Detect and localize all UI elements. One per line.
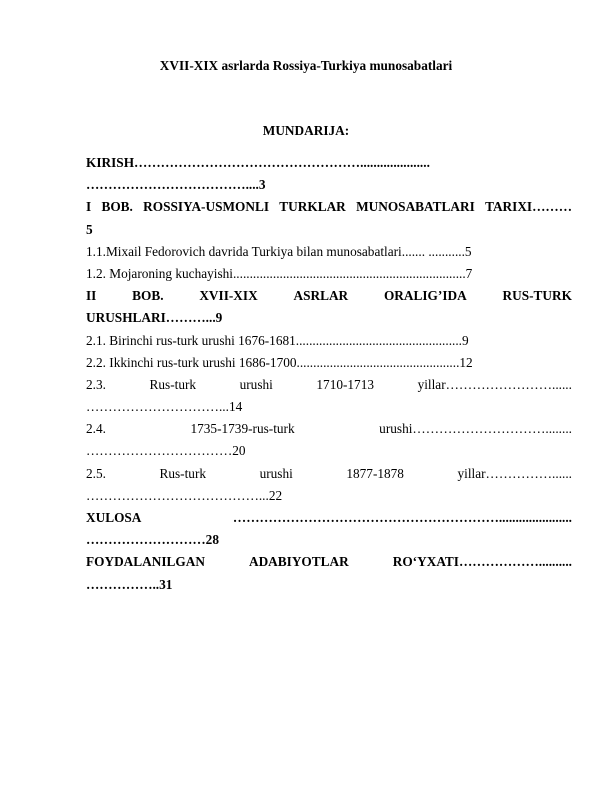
toc-entry-chapter-1-page: 5 xyxy=(86,221,93,237)
toc-word: FOYDALANILGAN xyxy=(86,554,205,570)
toc-word: RO‘YXATI……………….......... xyxy=(392,554,572,570)
toc-entry-adabiyotlar-page: ……………..31 xyxy=(86,576,173,592)
toc-word: Rus-turk xyxy=(149,376,197,392)
toc-word: XULOSA xyxy=(86,510,142,525)
toc-entry-section-2-3 xyxy=(86,374,572,396)
toc-entry-chapter-2 xyxy=(86,285,572,307)
toc-word: 2.5. xyxy=(86,465,106,481)
toc-word: I xyxy=(86,199,92,215)
toc-entry-section-2-5-page: …………………………………...22 xyxy=(86,487,283,503)
toc-word: yillar……………………...... xyxy=(417,376,572,392)
toc-word: ……………………………………………………...................... xyxy=(232,510,572,525)
toc-word: 1735-1739-rus-turk xyxy=(190,421,295,437)
toc-word: MUNOSABATLARI xyxy=(356,199,475,215)
toc-word: Rus-turk xyxy=(159,465,207,481)
toc-entry-section-2-5 xyxy=(86,463,572,485)
toc-entry-section-1-1: 1.1.Mixail Fedorovich davrida Turkiya bilan munosabatlari....... ...........5 xyxy=(86,243,472,259)
toc-word: XVII-XIX xyxy=(199,288,258,304)
toc-entry-section-2-1: 2.1. Birinchi rus-turk urushi 1676-1681..................................................9 xyxy=(86,332,469,348)
table-of-contents xyxy=(86,152,572,596)
toc-entry-xulosa xyxy=(86,507,572,529)
toc-entry-section-2-4 xyxy=(86,418,572,440)
toc-word: urushi…………………………........ xyxy=(379,421,572,437)
toc-word: BOB. xyxy=(132,288,164,304)
toc-word: ADABIYOTLAR xyxy=(248,554,349,570)
toc-entry-xulosa-page: ………………………28 xyxy=(86,532,219,548)
document-title: XVII-XIX asrlarda Rossiya-Turkiya munosabatlari xyxy=(159,58,453,73)
toc-entry-adabiyotlar xyxy=(86,551,572,573)
toc-word: RUS-TURK xyxy=(502,288,572,304)
toc-entry-chapter-1 xyxy=(86,196,572,218)
toc-word: yillar……………...... xyxy=(457,465,572,481)
toc-entry-kirish: KIRISH……………………………………………..................... xyxy=(86,155,430,170)
toc-word: 2.4. xyxy=(86,421,106,437)
toc-word: 1710-1713 xyxy=(316,376,375,392)
toc-entry-chapter-2-page: URUSHLARI………...9 xyxy=(86,310,223,326)
toc-word: ROSSIYA-USMONLI xyxy=(143,199,270,215)
toc-heading: MUNDARIJA: xyxy=(262,123,350,138)
toc-word: TURKLAR xyxy=(279,199,346,215)
toc-entry-section-2-3-page: …………………………...14 xyxy=(86,399,243,415)
toc-word: urushi xyxy=(239,376,273,392)
toc-word: ORALIG’IDA xyxy=(383,288,467,304)
toc-word: 2.3. xyxy=(86,376,106,392)
toc-word: BOB. xyxy=(101,199,133,215)
toc-entry-section-2-4-page: ……………………………20 xyxy=(86,443,246,459)
toc-entry-section-2-2: 2.2. Ikkinchi rus-turk urushi 1686-1700.................................................12 xyxy=(86,354,473,370)
toc-word: 1877-1878 xyxy=(346,465,404,481)
toc-word: II xyxy=(86,288,97,304)
toc-word: urushi xyxy=(259,465,293,481)
toc-word: ASRLAR xyxy=(293,288,349,304)
toc-entry-kirish-page: ………………………………....3 xyxy=(86,177,266,193)
toc-word: TARIXI……… xyxy=(485,199,572,215)
toc-entry-section-1-2: 1.2. Mojaroning kuchayishi......................................................................7 xyxy=(86,265,473,281)
